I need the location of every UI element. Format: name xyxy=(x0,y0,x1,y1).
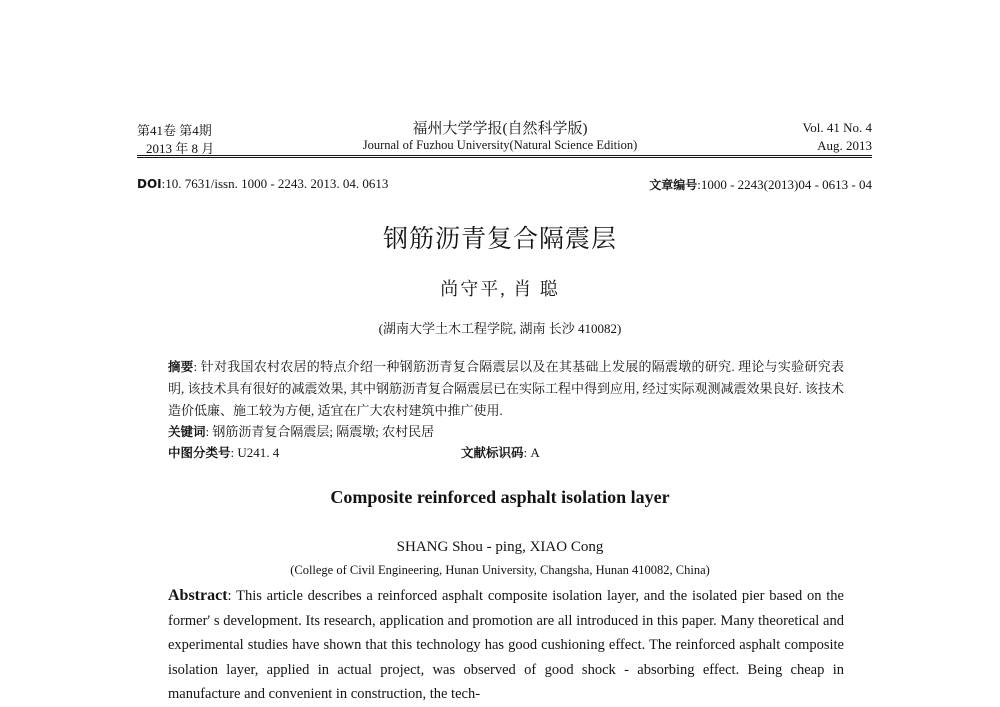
date-en: Aug. 2013 xyxy=(817,138,872,153)
volume-issue-cn: 第41卷 第4期 xyxy=(137,123,212,138)
classification-cn-label: 中图分类号 xyxy=(168,445,231,460)
header-rule-top xyxy=(137,155,872,156)
abstract-cn xyxy=(168,356,844,422)
abstract-cn-text: : 针对我国农村农居的特点介绍一种钢筋沥青复合隔震层以及在其基础上发展的隔震墩的研究. 理论与实验研究表明, 该技术具有很好的减震效果, 其中钢筋沥青复合隔震层已在实际工程中得到应用, 经过实际观测减震效果良好. 该技术造价低廉、施工较为方便, 适宜在广大农村建筑中推广使用. xyxy=(168,359,845,418)
article-number-value: :1000 - 2243(2013)04 - 0613 - 04 xyxy=(697,177,872,192)
keywords-cn-text: : 钢筋沥青复合隔震层; 隔震墩; 农村民居 xyxy=(205,424,435,439)
affiliation-en: (College of Civil Engineering, Hunan University, Changsha, Hunan 410082, China) xyxy=(290,563,710,577)
classification-cn xyxy=(168,443,279,461)
authors-en: SHANG Shou - ping, XIAO Cong xyxy=(396,539,604,555)
document-code-cn xyxy=(461,443,540,461)
abstract-cn-label: 摘要 xyxy=(168,359,194,374)
article-number-label: 文章编号 xyxy=(649,178,698,192)
abstract-en-text: : This article describes a reinforced asphalt composite isolation layer, and the isolated pier based on the former' s development. Its research, application and promotion are all introduced in this paper. Many theoretical and experimental studies have shown that this technology has good cushioning effect. The reinforced asphalt composite isolation layer, applied in actual project, was observed of good shock - absorbing effect. Being cheap in manufacture and convenient in construction, the tech- xyxy=(168,588,844,702)
doi-value: :10. 7631/issn. 1000 - 2243. 2013. 04. 0613 xyxy=(161,176,389,191)
document-code-cn-label: 文献标识码 xyxy=(461,445,524,460)
journal-title-en: Journal of Fuzhou University(Natural Science Edition) xyxy=(362,138,638,152)
date-cn: 2013 年 8 月 xyxy=(146,141,215,156)
volume-issue-en: Vol. 41 No. 4 xyxy=(802,120,872,135)
article-number xyxy=(649,176,872,193)
authors-cn: 尚守平, 肖 聪 xyxy=(440,279,560,299)
journal-title-cn: 福州大学学报(自然科学版) xyxy=(412,121,588,137)
title-en: Composite reinforced asphalt isolation layer xyxy=(330,487,670,507)
keywords-cn-label: 关键词 xyxy=(168,424,206,439)
doi xyxy=(137,176,388,192)
keywords-cn xyxy=(168,421,434,440)
document-code-cn-text: : A xyxy=(523,445,540,460)
header-rule-bottom xyxy=(137,157,872,158)
abstract-en xyxy=(168,584,844,707)
doi-label: DOI xyxy=(137,177,162,191)
title-cn: 钢筋沥青复合隔震层 xyxy=(382,226,617,253)
classification-cn-text: : U241. 4 xyxy=(230,445,280,460)
affiliation-cn: (湖南大学土木工程学院, 湖南 长沙 410082) xyxy=(378,321,622,336)
abstract-en-label: Abstract xyxy=(168,587,228,604)
